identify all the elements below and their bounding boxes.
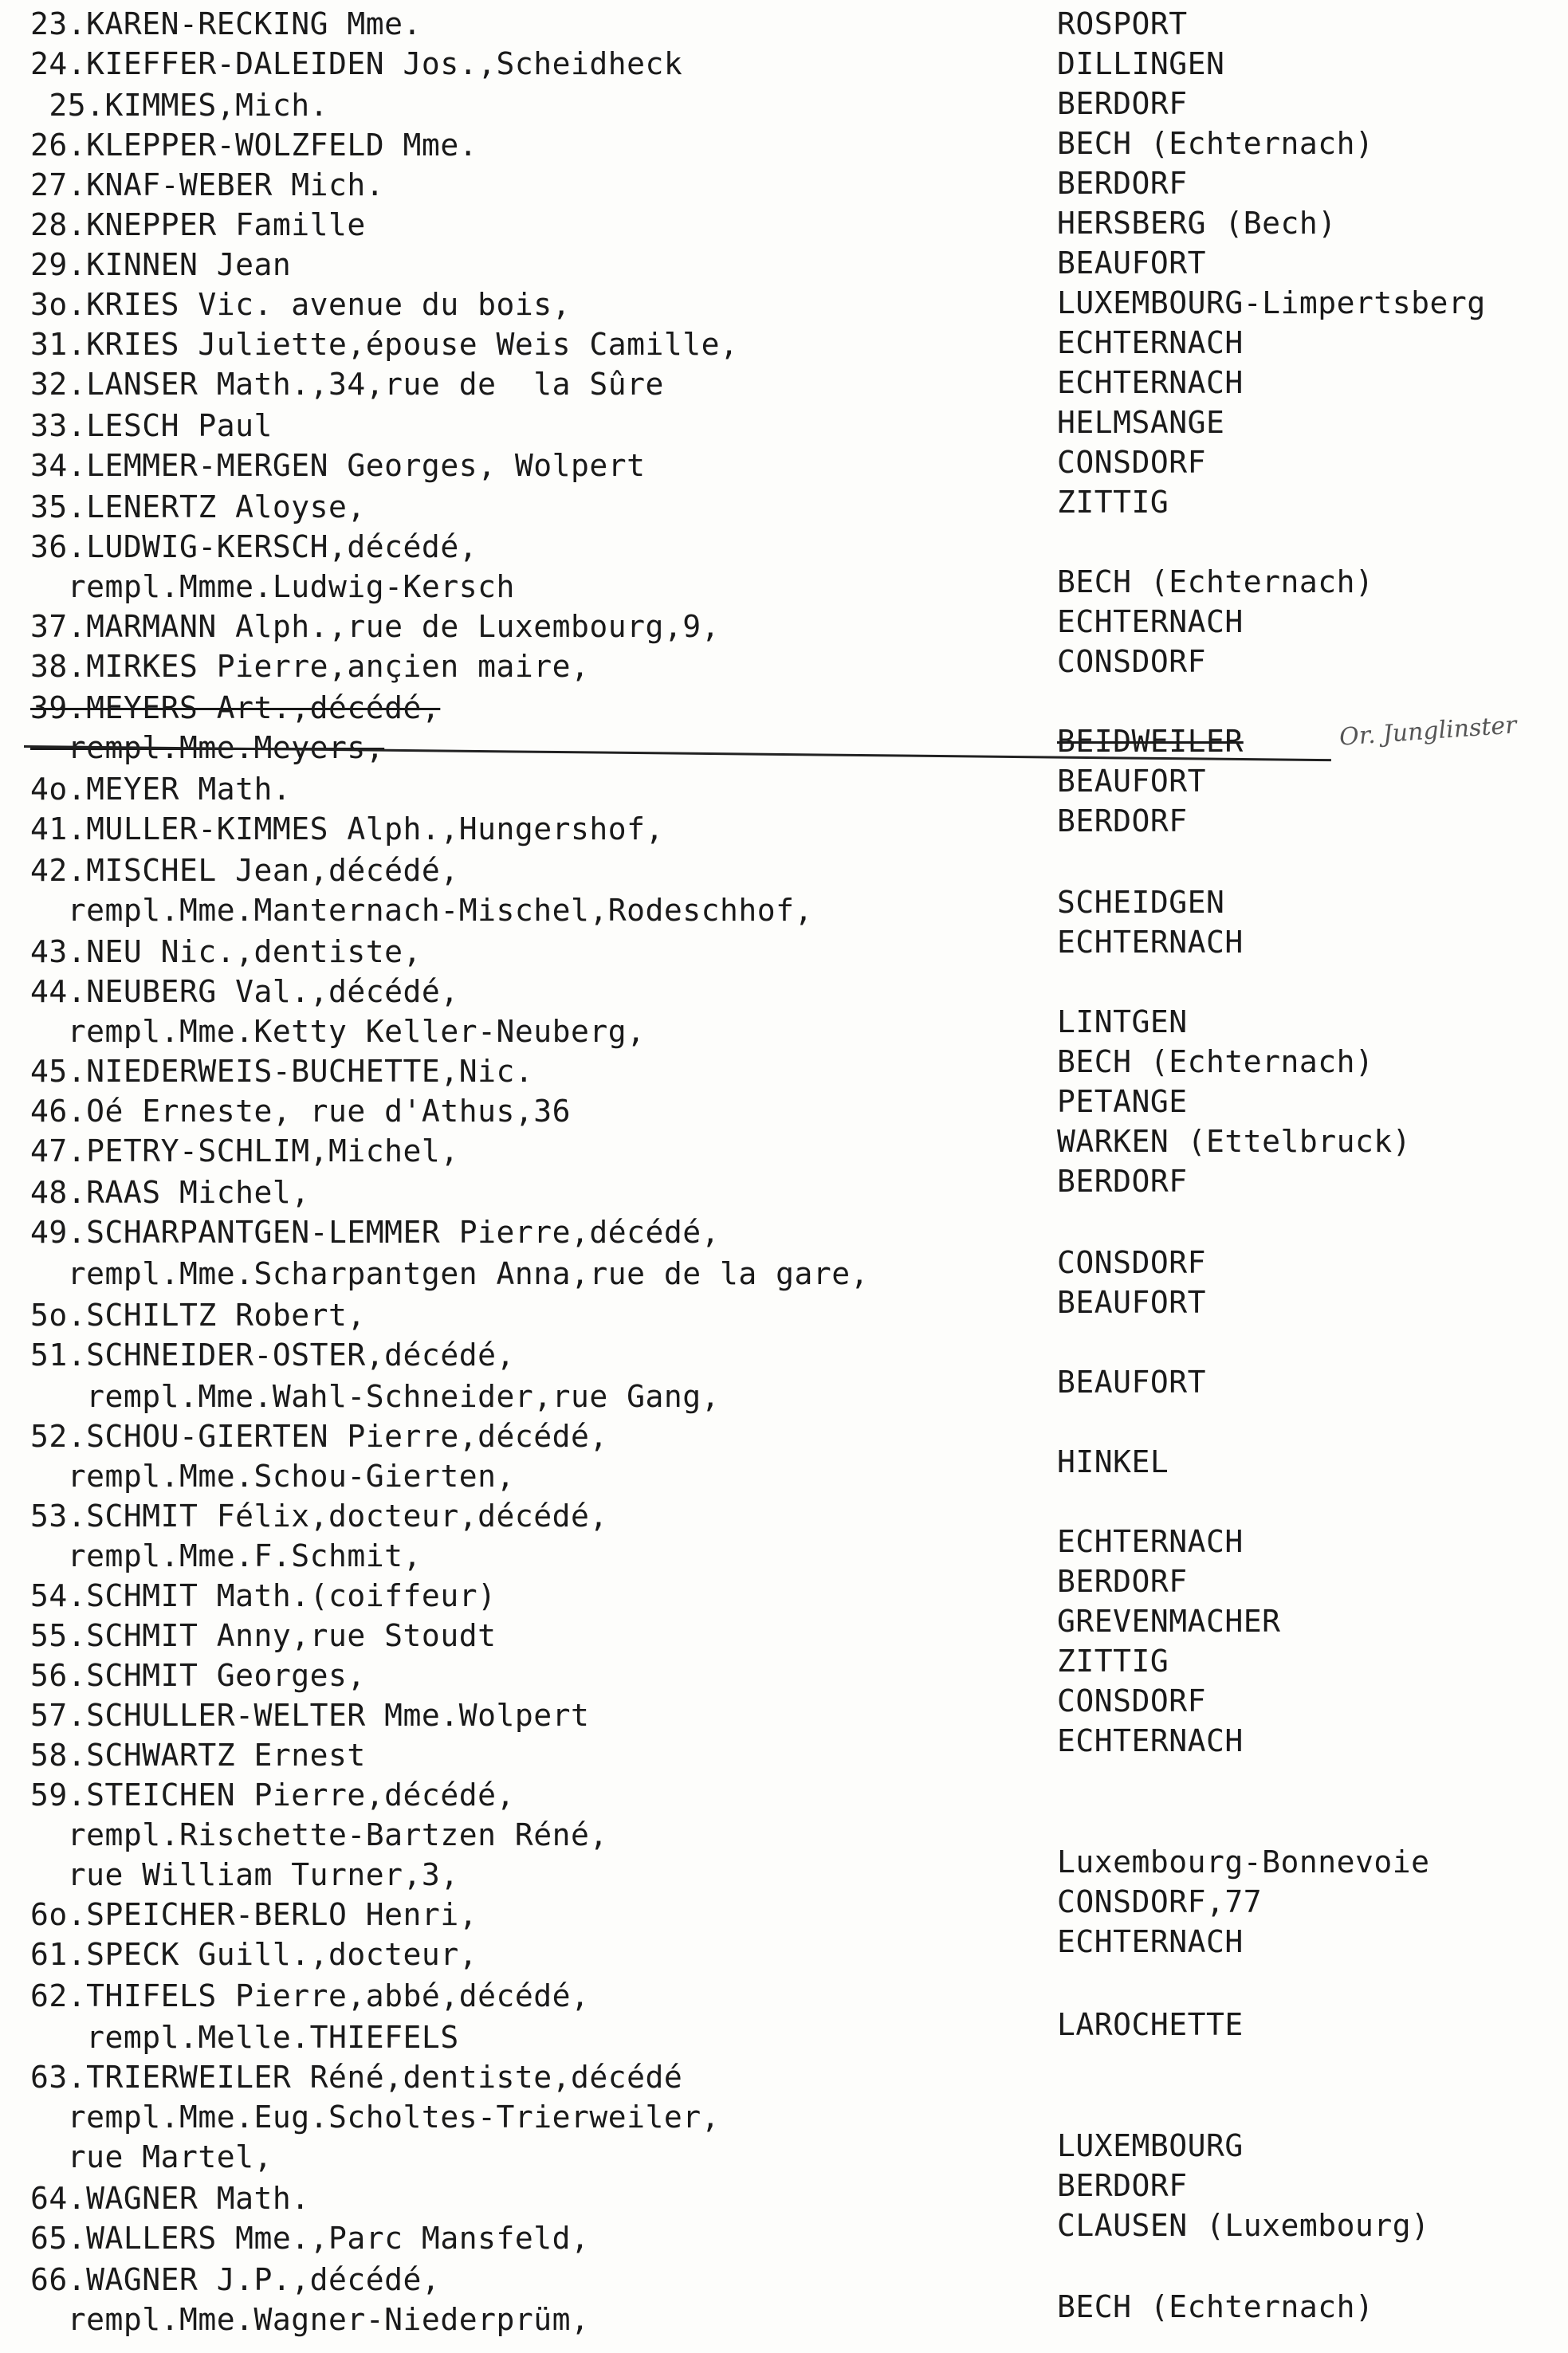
entry-51: 51.SCHNEIDER-OSTER,décédé, bbox=[30, 1338, 515, 1373]
entry-53: 53.SCHMIT Félix,docteur,décédé, bbox=[30, 1499, 608, 1534]
entry-30: 3o.KRIES Vic. avenue du bois, bbox=[30, 287, 571, 322]
locality-46: PETANGE bbox=[1057, 1084, 1188, 1119]
entry-49-repl: rempl.Mme.Scharpantgen Anna,rue de la gare, bbox=[30, 1256, 870, 1291]
locality-44: LINTGEN bbox=[1057, 1004, 1188, 1039]
entry-36-repl: rempl.Mmme.Ludwig-Kersch bbox=[30, 569, 515, 604]
entry-24: 24.KIEFFER-DALEIDEN Jos.,Scheidheck bbox=[30, 46, 683, 81]
entry-40: 4o.MEYER Math. bbox=[30, 772, 292, 807]
locality-60: CONSDORF,77 bbox=[1057, 1884, 1263, 1919]
locality-27: BERDORF bbox=[1057, 166, 1188, 201]
entry-46: 46.Oé Erneste, rue d'Athus,36 bbox=[30, 1094, 571, 1129]
locality-29: BEAUFORT bbox=[1057, 246, 1207, 281]
entry-63: 63.TRIERWEILER Réné,dentiste,décédé bbox=[30, 2060, 683, 2095]
locality-37: ECHTERNACH bbox=[1057, 604, 1244, 639]
entry-55: 55.SCHMIT Anny,rue Stoudt bbox=[30, 1618, 497, 1653]
locality-28: HERSBERG (Bech) bbox=[1057, 206, 1337, 241]
locality-57: CONSDORF bbox=[1057, 1683, 1207, 1719]
entry-62: 62.THIFELS Pierre,abbé,décédé, bbox=[30, 1978, 590, 2013]
locality-52: HINKEL bbox=[1057, 1444, 1169, 1479]
entry-57: 57.SCHULLER-WELTER Mme.Wolpert bbox=[30, 1698, 590, 1733]
entry-39-repl: rempl.Mme.Meyers, bbox=[30, 730, 385, 765]
locality-66: BECH (Echternach) bbox=[1057, 2289, 1374, 2324]
entry-34: 34.LEMMER-MERGEN Georges, Wolpert bbox=[30, 448, 646, 483]
locality-35: ZITTIG bbox=[1057, 485, 1169, 520]
entry-37: 37.MARMANN Alph.,rue de Luxembourg,9, bbox=[30, 609, 720, 644]
locality-41: BERDORF bbox=[1057, 803, 1188, 839]
entry-44: 44.NEUBERG Val.,décédé, bbox=[30, 974, 459, 1009]
entry-41: 41.MULLER-KIMMES Alph.,Hungershof, bbox=[30, 811, 664, 847]
locality-47: WARKEN (Ettelbruck) bbox=[1057, 1124, 1412, 1159]
entry-35: 35.LENERTZ Aloyse, bbox=[30, 489, 366, 524]
handwritten-note: Or. Junglinster bbox=[1338, 711, 1518, 752]
entry-52-repl: rempl.Mme.Schou-Gierten, bbox=[30, 1459, 515, 1494]
entry-31: 31.KRIES Juliette,épouse Weis Camille, bbox=[30, 327, 739, 362]
entry-42: 42.MISCHEL Jean,décédé, bbox=[30, 853, 459, 888]
entry-53-repl: rempl.Mme.F.Schmit, bbox=[30, 1538, 422, 1573]
entry-49: 49.SCHARPANTGEN-LEMMER Pierre,décédé, bbox=[30, 1215, 720, 1250]
locality-64: BERDORF bbox=[1057, 2168, 1188, 2203]
locality-55: GREVENMACHER bbox=[1057, 1604, 1281, 1639]
entry-59: 59.STEICHEN Pierre,décédé, bbox=[30, 1778, 515, 1813]
entry-45: 45.NIEDERWEIS-BUCHETTE,Nic. bbox=[30, 1054, 534, 1089]
entry-63-addr: rue Martel, bbox=[30, 2139, 273, 2174]
entry-50: 5o.SCHILTZ Robert, bbox=[30, 1298, 366, 1333]
locality-59: Luxembourg-Bonnevoie bbox=[1057, 1844, 1430, 1880]
locality-63: LUXEMBOURG bbox=[1057, 2128, 1244, 2163]
locality-42: SCHEIDGEN bbox=[1057, 885, 1225, 920]
entry-25: 25.KIMMES,Mich. bbox=[30, 88, 329, 123]
locality-48: BERDORF bbox=[1057, 1164, 1188, 1199]
entry-61: 61.SPECK Guill.,docteur, bbox=[30, 1937, 478, 1972]
entry-26: 26.KLEPPER-WOLZFELD Mme. bbox=[30, 128, 478, 163]
entry-58: 58.SCHWARTZ Ernest bbox=[30, 1738, 366, 1773]
entry-51-repl: rempl.Mme.Wahl-Schneider,rue Gang, bbox=[30, 1379, 720, 1414]
locality-24: DILLINGEN bbox=[1057, 46, 1225, 81]
locality-39: BEIDWEILER bbox=[1057, 724, 1244, 759]
locality-45: BECH (Echternach) bbox=[1057, 1044, 1374, 1079]
entry-63-repl: rempl.Mme.Eug.Scholtes-Trierweiler, bbox=[30, 2100, 720, 2135]
locality-50: BEAUFORT bbox=[1057, 1285, 1207, 1320]
locality-54: BERDORF bbox=[1057, 1564, 1188, 1599]
entry-56: 56.SCHMIT Georges, bbox=[30, 1658, 366, 1693]
locality-61: ECHTERNACH bbox=[1057, 1924, 1244, 1959]
locality-40: BEAUFORT bbox=[1057, 764, 1207, 799]
entry-65: 65.WALLERS Mme.,Parc Mansfeld, bbox=[30, 2221, 590, 2256]
entry-36: 36.LUDWIG-KERSCH,décédé, bbox=[30, 529, 478, 564]
entry-32: 32.LANSER Math.,34,rue de la Sûre bbox=[30, 367, 664, 402]
locality-30: LUXEMBOURG-Limpertsberg bbox=[1057, 285, 1486, 320]
locality-38: CONSDORF bbox=[1057, 644, 1207, 679]
entry-47: 47.PETRY-SCHLIM,Michel, bbox=[30, 1133, 459, 1169]
entry-29: 29.KINNEN Jean bbox=[30, 247, 292, 282]
locality-43: ECHTERNACH bbox=[1057, 925, 1244, 960]
entry-48: 48.RAAS Michel, bbox=[30, 1175, 310, 1210]
entry-66-repl: rempl.Mme.Wagner-Niederprüm, bbox=[30, 2302, 590, 2337]
locality-33: HELMSANGE bbox=[1057, 405, 1225, 440]
entry-66: 66.WAGNER J.P.,décédé, bbox=[30, 2262, 441, 2297]
entry-44-repl: rempl.Mme.Ketty Keller-Neuberg, bbox=[30, 1014, 646, 1049]
entry-54: 54.SCHMIT Math.(coiffeur) bbox=[30, 1578, 497, 1613]
entry-28: 28.KNEPPER Famille bbox=[30, 207, 366, 242]
entry-23: 23.KAREN-RECKING Mme. bbox=[30, 6, 422, 41]
locality-31: ECHTERNACH bbox=[1057, 325, 1244, 360]
locality-23: ROSPORT bbox=[1057, 6, 1188, 41]
entry-43: 43.NEU Nic.,dentiste, bbox=[30, 934, 422, 969]
entry-60: 6o.SPEICHER-BERLO Henri, bbox=[30, 1897, 478, 1932]
entry-42-repl: rempl.Mme.Manternach-Mischel,Rodeschhof, bbox=[30, 893, 813, 928]
locality-34: CONSDORF bbox=[1057, 445, 1207, 480]
entry-33: 33.LESCH Paul bbox=[30, 408, 273, 443]
entry-64: 64.WAGNER Math. bbox=[30, 2181, 310, 2216]
entry-62-repl: rempl.Melle.THIEFELS bbox=[30, 2020, 459, 2055]
entry-39: 39.MEYERS Art.,décédé, bbox=[30, 690, 441, 725]
locality-32: ECHTERNACH bbox=[1057, 365, 1244, 400]
entry-59-repl: rempl.Rischette-Bartzen Réné, bbox=[30, 1817, 608, 1852]
locality-58: ECHTERNACH bbox=[1057, 1723, 1244, 1758]
entry-27: 27.KNAF-WEBER Mich. bbox=[30, 167, 385, 202]
locality-25: BERDORF bbox=[1057, 86, 1188, 121]
locality-26: BECH (Echternach) bbox=[1057, 126, 1374, 161]
locality-62: LAROCHETTE bbox=[1057, 2007, 1244, 2042]
locality-51: BEAUFORT bbox=[1057, 1365, 1207, 1400]
locality-53: ECHTERNACH bbox=[1057, 1524, 1244, 1559]
entry-59-addr: rue William Turner,3, bbox=[30, 1857, 459, 1892]
locality-49: CONSDORF bbox=[1057, 1245, 1207, 1280]
locality-65: CLAUSEN (Luxembourg) bbox=[1057, 2208, 1430, 2243]
entry-52: 52.SCHOU-GIERTEN Pierre,décédé, bbox=[30, 1419, 608, 1454]
locality-36: BECH (Echternach) bbox=[1057, 564, 1374, 599]
entry-38: 38.MIRKES Pierre,ançien maire, bbox=[30, 649, 590, 684]
locality-56: ZITTIG bbox=[1057, 1644, 1169, 1679]
